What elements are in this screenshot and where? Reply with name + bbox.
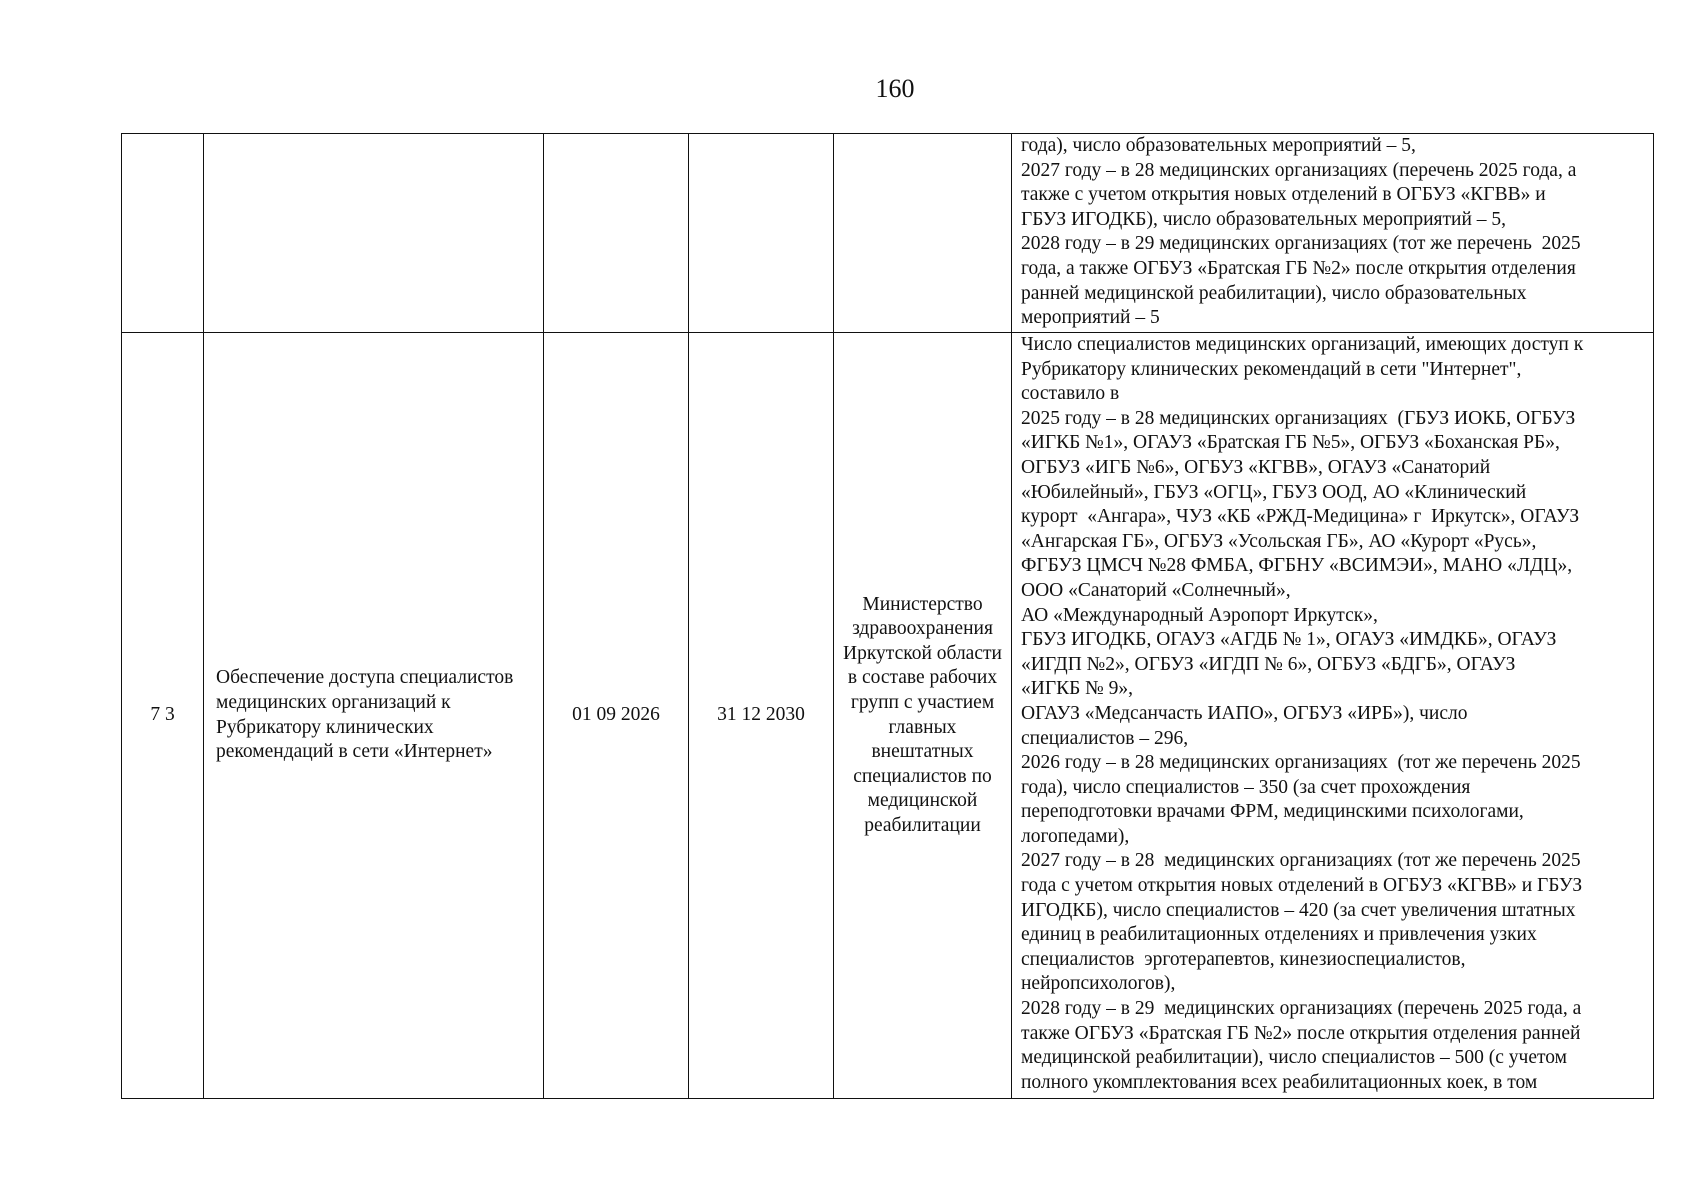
responsible-cell xyxy=(834,333,1012,1099)
item-number-cell xyxy=(122,134,204,333)
result-line: нейропсихологов), xyxy=(1021,973,1176,995)
page-number: 160 xyxy=(875,74,915,103)
result-line: ранней медицинской реабилитации), число образовательных xyxy=(1021,282,1527,304)
result-line: ГБУЗ ИГОДКБ), число образовательных мероприятий – 5, xyxy=(1021,208,1507,230)
item-number-cell: 7 3 xyxy=(122,333,204,1099)
result-line: специалистов эрготерапевтов, кинезиоспециалистов, xyxy=(1021,948,1466,970)
result-line: 2028 году – в 29 медицинских организациях (перечень 2025 года, а xyxy=(1021,998,1582,1020)
event-name-cell xyxy=(204,134,544,333)
result-line: «ИГДП №2», ОГБУЗ «ИГДП № 6», ОГБУЗ «БДГБ», ОГАУЗ xyxy=(1021,653,1516,675)
result-line: ГБУЗ ИГОДКБ, ОГАУЗ «АГДБ № 1», ОГАУЗ «ИМДКБ», ОГАУЗ xyxy=(1021,629,1557,651)
result-cell xyxy=(1012,134,1654,333)
result-line: 2026 году – в 28 медицинских организациях (тот же перечень 2025 xyxy=(1021,752,1581,774)
result-line: курорт «Ангара», ЧУЗ «КБ «РЖД-Медицина» г Иркутск», ОГАУЗ xyxy=(1021,506,1580,528)
result-line: ОГБУЗ «ИГБ №6», ОГБУЗ «КГВВ», ОГАУЗ «Санаторий xyxy=(1021,456,1491,478)
table-row xyxy=(122,134,1654,333)
result-line: 2027 году – в 28 медицинских организациях (перечень 2025 года, а xyxy=(1021,159,1577,181)
result-line: ООО «Санаторий «Солнечный», xyxy=(1021,579,1291,601)
result-cell xyxy=(1012,333,1654,1099)
result-line: ФГБУЗ ЦМСЧ №28 ФМБА, ФГБНУ «ВСИМЭИ», МАНО «ЛДЦ», xyxy=(1021,555,1573,577)
end-date-cell: 31 12 2030 xyxy=(689,333,834,1099)
result-line: «ИГКБ №1», ОГАУЗ «Братская ГБ №5», ОГБУЗ «Боханская РБ», xyxy=(1021,432,1560,454)
result-line: ОГАУЗ «Медсанчасть ИАПО», ОГБУЗ «ИРБ»), число xyxy=(1021,702,1468,724)
result-line: «Ангарская ГБ», ОГБУЗ «Усольская ГБ», АО «Курорт «Русь», xyxy=(1021,530,1537,552)
result-line: года с учетом открытия новых отделений в ОГБУЗ «КГВВ» и ГБУЗ xyxy=(1021,875,1583,897)
result-line: специалистов – 296, xyxy=(1021,727,1189,749)
result-line: 2028 году – в 29 медицинских организациях (тот же перечень 2025 xyxy=(1021,233,1581,255)
result-line: года), число образовательных мероприятий – 5, xyxy=(1021,135,1416,156)
result-line: также ОГБУЗ «Братская ГБ №2» после открытия отделения ранней xyxy=(1021,1022,1581,1044)
start-date-cell xyxy=(544,134,689,333)
result-line: составило в xyxy=(1021,383,1120,405)
result-line: 2025 году – в 28 медицинских организациях (ГБУЗ ИОКБ, ОГБУЗ xyxy=(1021,407,1576,429)
result-line: АО «Международный Аэропорт Иркутск», xyxy=(1021,604,1378,626)
result-line: также с учетом открытия новых отделений в ОГБУЗ «КГВВ» и xyxy=(1021,184,1546,206)
responsible-cell xyxy=(834,134,1012,333)
result-line: года), число специалистов – 350 (за счет прохождения xyxy=(1021,776,1471,798)
result-line: года, а также ОГБУЗ «Братская ГБ №2» после открытия отделения xyxy=(1021,257,1576,279)
result-line: Рубрикатору клинических рекомендаций в сети "Интернет", xyxy=(1021,358,1522,380)
end-date-cell xyxy=(689,134,834,333)
result-line: медицинской реабилитации), число специалистов – 500 (с учетом xyxy=(1021,1047,1567,1069)
result-line: Число специалистов медицинских организаций, имеющих доступ к xyxy=(1021,334,1584,355)
result-line: «ИГКБ № 9», xyxy=(1021,678,1134,700)
result-line: «Юбилейный», ГБУЗ «ОГЦ», ГБУЗ ООД, АО «Клинический xyxy=(1021,481,1527,503)
plan-table xyxy=(121,133,1654,1099)
event-name-text: Обеспечение доступа специалистов медицинских организаций к Рубрикатору клинических рекомендаций в сети «Интернет» xyxy=(216,667,514,763)
result-line: полного укомплектования всех реабилитационных коек, в том xyxy=(1021,1071,1538,1093)
event-name-cell xyxy=(204,333,544,1099)
result-line: переподготовки врачами ФРМ, медицинскими психологами, xyxy=(1021,801,1524,823)
result-line: мероприятий – 5 xyxy=(1021,307,1160,329)
table-row xyxy=(122,333,1654,1099)
result-line: 2027 году – в 28 медицинских организациях (тот же перечень 2025 xyxy=(1021,850,1581,872)
result-line: ИГОДКБ), число специалистов – 420 (за счет увеличения штатных xyxy=(1021,899,1576,921)
result-line: единиц в реабилитационных отделениях и привлечения узких xyxy=(1021,924,1537,946)
responsible-text: Министерство здравоохранения Иркутской области в составе рабочих групп с участием главных внештатных специалистов по медицинской реабилитации xyxy=(843,593,1002,836)
result-line: логопедами), xyxy=(1021,825,1130,847)
start-date-cell: 01 09 2026 xyxy=(544,333,689,1099)
